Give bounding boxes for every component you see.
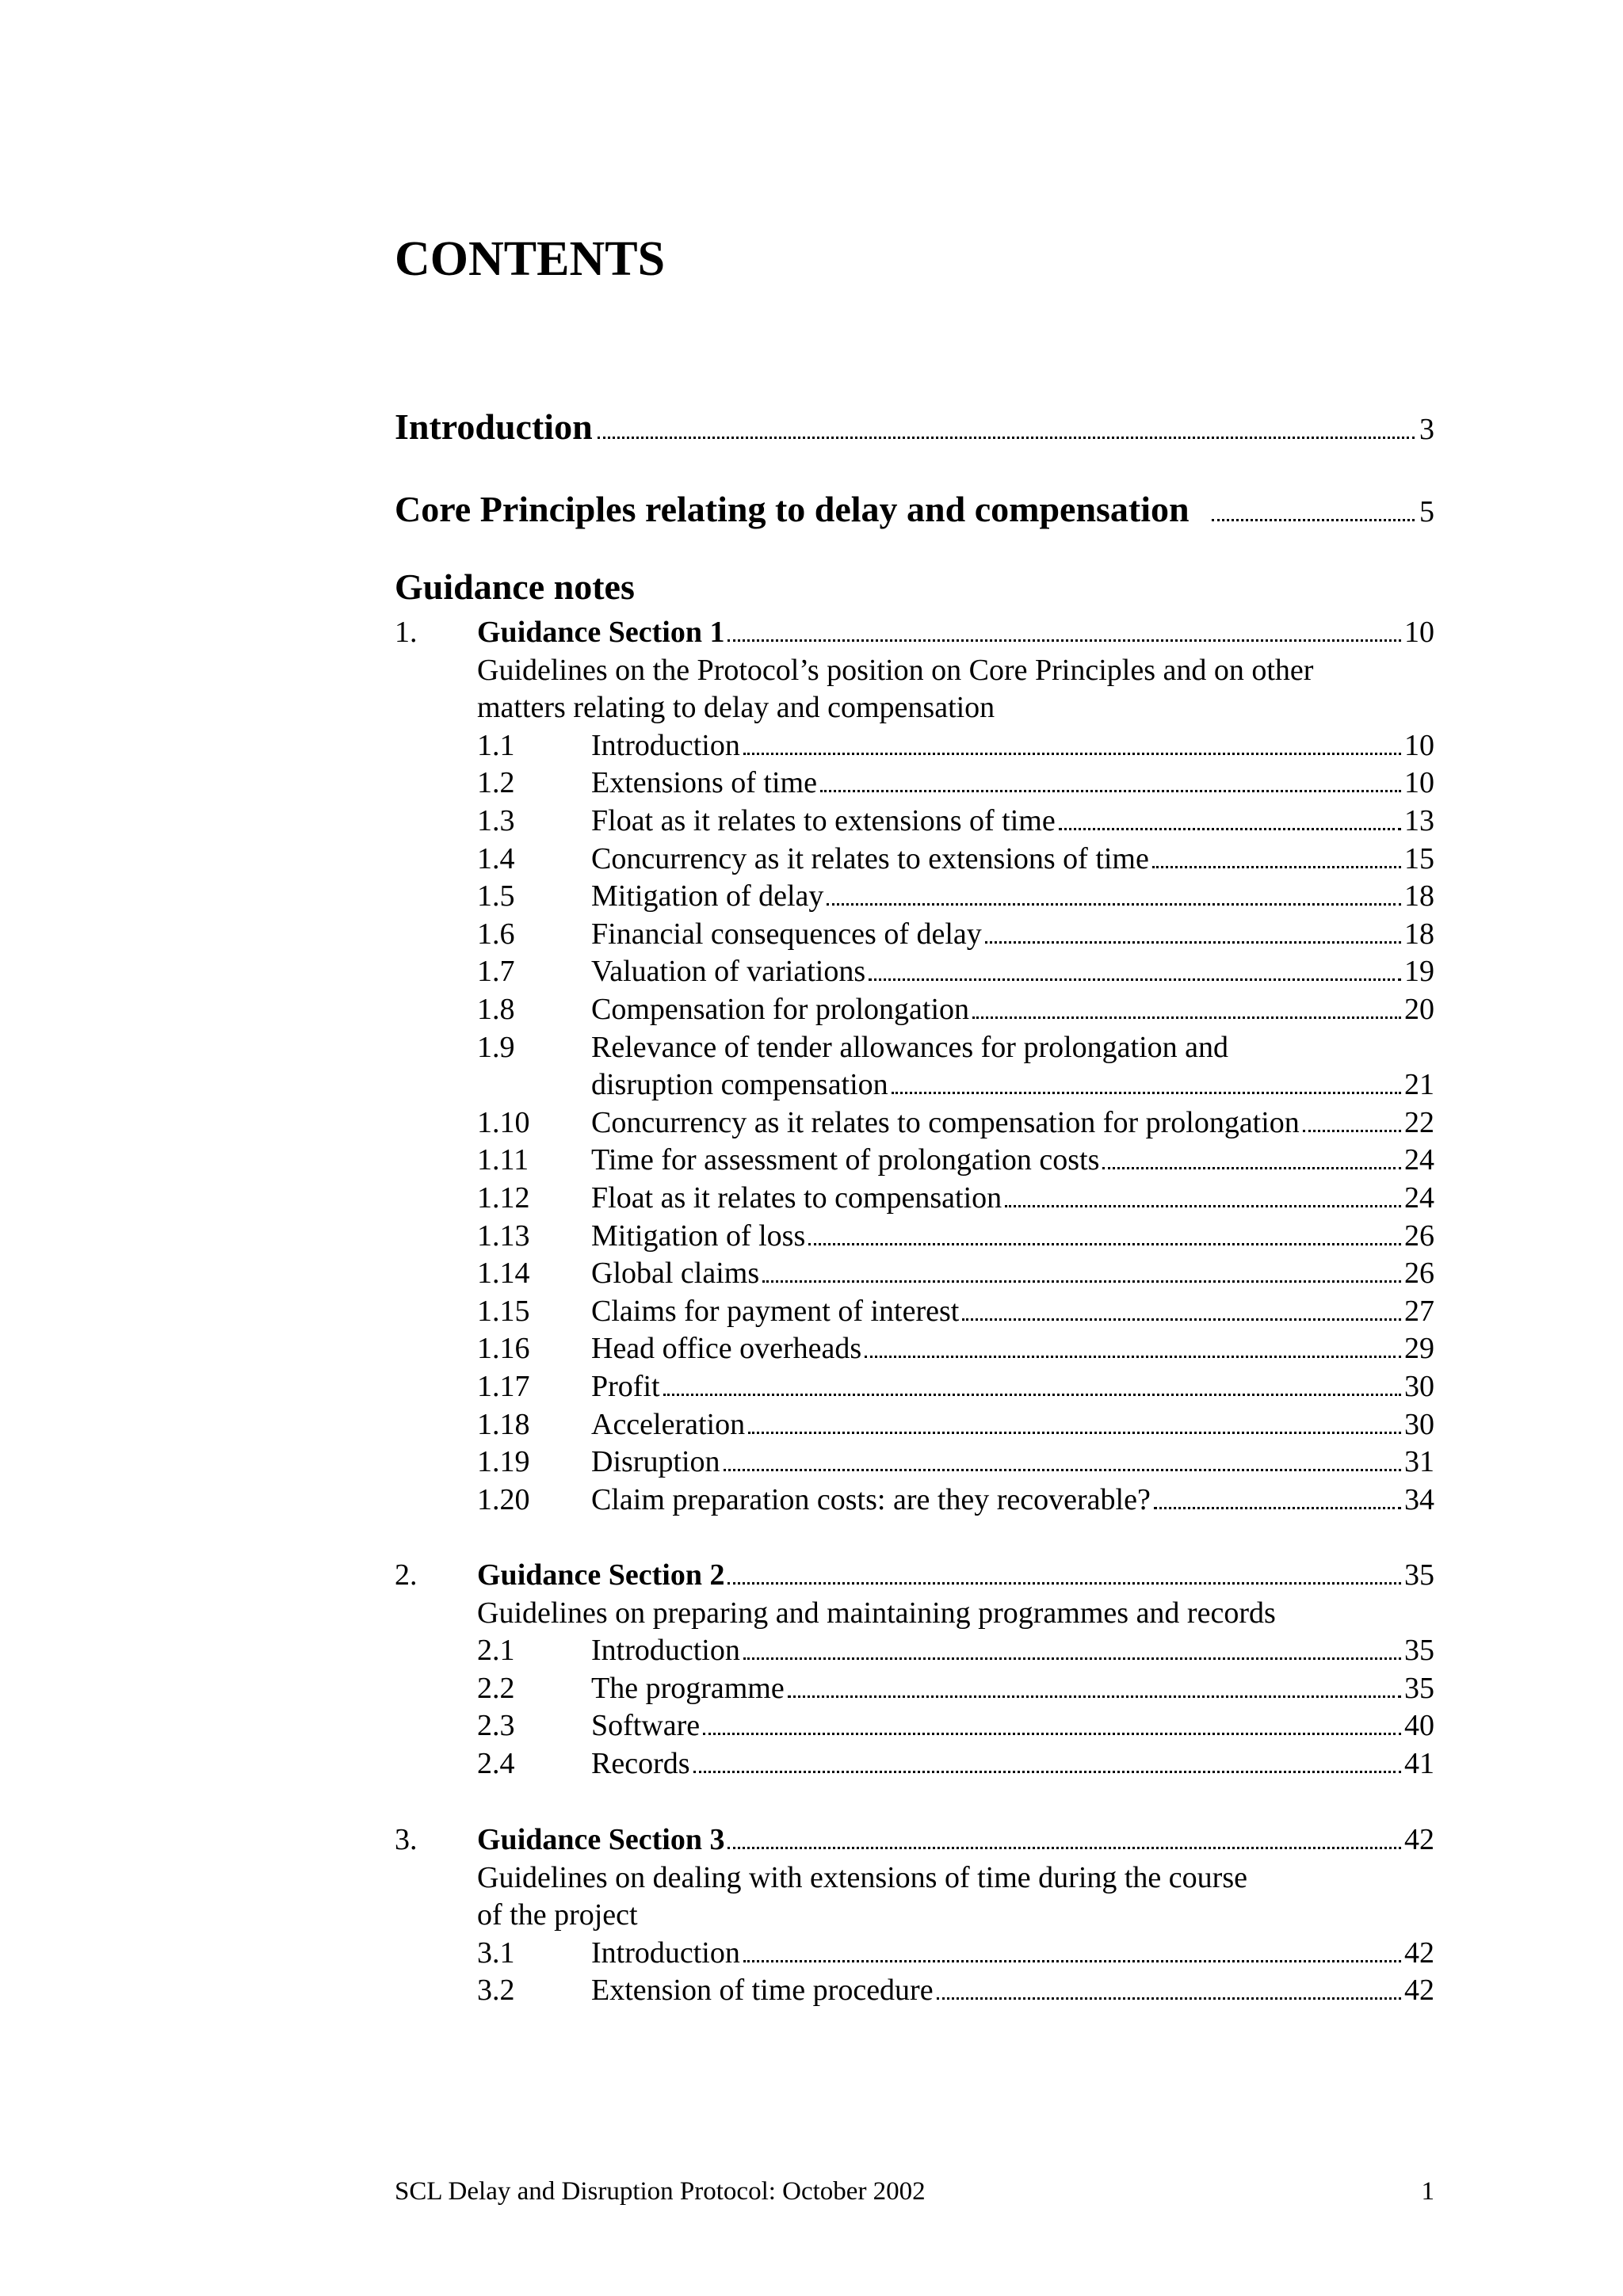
subsection-number: 1.16 bbox=[477, 1332, 530, 1366]
dot-leader bbox=[1102, 1167, 1401, 1169]
toc-entry-label: Disruption bbox=[591, 1445, 720, 1479]
toc-subentry[interactable] bbox=[591, 1217, 1434, 1255]
toc-entry-page: 27 bbox=[1404, 1294, 1434, 1328]
toc-entry-page: 24 bbox=[1404, 1181, 1434, 1215]
section-title-entry[interactable] bbox=[477, 613, 1434, 651]
toc-entry-page: 3 bbox=[1419, 413, 1434, 446]
toc-entry-label: Introduction bbox=[591, 1634, 740, 1668]
section-number: 2. bbox=[395, 1558, 418, 1592]
dot-leader bbox=[703, 1733, 1401, 1735]
toc-subentry[interactable] bbox=[591, 1066, 1434, 1104]
dot-leader bbox=[743, 753, 1401, 755]
dot-leader bbox=[972, 1016, 1401, 1019]
toc-entry-label: Mitigation of delay bbox=[591, 879, 824, 913]
page-title: CONTENTS bbox=[395, 232, 666, 286]
toc-subentry[interactable] bbox=[591, 1292, 1434, 1330]
subsection-number: 1.17 bbox=[477, 1370, 530, 1403]
toc-subentry[interactable] bbox=[591, 1254, 1434, 1292]
toc-entry-page: 10 bbox=[1404, 616, 1434, 649]
section-description: of the project bbox=[477, 1898, 638, 1932]
toc-entry-page: 22 bbox=[1404, 1105, 1434, 1139]
toc-entry-label: Financial consequences of delay bbox=[591, 917, 982, 951]
toc-entry-label: The programme bbox=[591, 1671, 785, 1705]
toc-entry-label: Head office overheads bbox=[591, 1332, 862, 1366]
subsection-number: 1.9 bbox=[477, 1030, 515, 1064]
subsection-number: 2.2 bbox=[477, 1671, 515, 1705]
footer-page-number: 1 bbox=[1421, 2177, 1434, 2206]
subsection-number: 1.13 bbox=[477, 1219, 530, 1253]
toc-entry-page: 19 bbox=[1404, 955, 1434, 989]
toc-subentry[interactable] bbox=[591, 840, 1434, 878]
dot-leader bbox=[762, 1280, 1401, 1283]
toc-entry-page: 30 bbox=[1404, 1407, 1434, 1441]
subsection-number: 3.1 bbox=[477, 1936, 515, 1970]
section-title-entry[interactable] bbox=[477, 1821, 1434, 1859]
toc-subentry[interactable] bbox=[591, 915, 1434, 953]
subsection-number: 1.2 bbox=[477, 766, 515, 800]
toc-entry-page: 13 bbox=[1404, 804, 1434, 837]
subsection-number: 1.1 bbox=[477, 728, 515, 762]
toc-entry-page: 10 bbox=[1404, 766, 1434, 800]
section-description: Guidelines on preparing and maintaining programmes and records bbox=[477, 1596, 1276, 1630]
dot-leader bbox=[1059, 828, 1401, 830]
subsection-number: 3.2 bbox=[477, 1974, 515, 2008]
toc-entry-label: Introduction bbox=[395, 406, 593, 447]
toc-entry-label: Concurrency as it relates to compensation for prolongation bbox=[591, 1105, 1300, 1139]
toc-entry-label: Float as it relates to extensions of time bbox=[591, 804, 1056, 837]
toc-entry-label: Compensation for prolongation bbox=[591, 993, 970, 1026]
toc-entry-label: Software bbox=[591, 1709, 701, 1743]
dot-leader bbox=[727, 1847, 1401, 1849]
toc-entry-page: 29 bbox=[1404, 1332, 1434, 1366]
dot-leader bbox=[727, 639, 1401, 642]
footer-document-title: SCL Delay and Disruption Protocol: October 2002 bbox=[395, 2177, 926, 2206]
toc-subentry[interactable] bbox=[591, 1329, 1434, 1367]
toc-subentry[interactable] bbox=[591, 1971, 1434, 2009]
subsection-number: 1.6 bbox=[477, 917, 515, 951]
toc-entry-label: Concurrency as it relates to extensions of time bbox=[591, 841, 1149, 875]
subsection-number: 1.12 bbox=[477, 1181, 530, 1215]
subsection-number: 2.4 bbox=[477, 1747, 515, 1780]
section-number: 3. bbox=[395, 1823, 418, 1856]
dot-leader bbox=[985, 941, 1401, 944]
toc-entry-label: Extension of time procedure bbox=[591, 1974, 934, 2008]
dot-leader bbox=[865, 1356, 1401, 1358]
toc-entry-core-principles[interactable] bbox=[395, 488, 1434, 530]
toc-entry-label: Guidance Section 3 bbox=[477, 1823, 725, 1856]
subsection-number: 2.1 bbox=[477, 1634, 515, 1668]
toc-subentry[interactable] bbox=[591, 1481, 1434, 1519]
subsection-number: 1.10 bbox=[477, 1105, 530, 1139]
toc-entry-page: 20 bbox=[1404, 993, 1434, 1026]
toc-entry-label: Global claims bbox=[591, 1257, 760, 1291]
dot-leader bbox=[743, 1960, 1401, 1962]
toc-subentry[interactable] bbox=[591, 1745, 1434, 1783]
toc-entry-label: Relevance of tender allowances for prolongation and bbox=[591, 1030, 1229, 1064]
toc-subentry[interactable] bbox=[591, 877, 1434, 915]
subsection-number: 1.4 bbox=[477, 841, 515, 875]
toc-entry-page: 42 bbox=[1404, 1974, 1434, 2008]
subsection-number: 1.3 bbox=[477, 804, 515, 837]
subsection-number: 1.11 bbox=[477, 1143, 529, 1177]
toc-entry-label: Extensions of time bbox=[591, 766, 817, 800]
toc-entry-label: Claims for payment of interest bbox=[591, 1294, 960, 1328]
toc-entry-label: Claim preparation costs: are they recoverable? bbox=[591, 1482, 1151, 1516]
toc-subentry[interactable] bbox=[591, 1179, 1434, 1217]
toc-entry-page: 42 bbox=[1404, 1823, 1434, 1856]
subsection-number: 1.20 bbox=[477, 1482, 530, 1516]
toc-entry-label: Core Principles relating to delay and compensation bbox=[395, 489, 1190, 529]
dot-leader bbox=[1212, 519, 1415, 521]
dot-leader bbox=[962, 1318, 1401, 1321]
section-description: matters relating to delay and compensation bbox=[477, 691, 995, 725]
guidance-notes-heading: Guidance notes bbox=[395, 566, 635, 607]
subsection-number: 1.19 bbox=[477, 1445, 530, 1479]
toc-subentry[interactable] bbox=[591, 1405, 1434, 1444]
dot-leader bbox=[869, 978, 1401, 981]
toc-entry-page: 26 bbox=[1404, 1257, 1434, 1291]
toc-entry-label: Mitigation of loss bbox=[591, 1219, 806, 1253]
page-footer bbox=[395, 2177, 1434, 2206]
toc-subentry[interactable] bbox=[591, 764, 1434, 802]
toc-entry-label: Profit bbox=[591, 1370, 660, 1403]
toc-entry-page: 10 bbox=[1404, 728, 1434, 762]
section-number: 1. bbox=[395, 616, 418, 649]
toc-subentry[interactable] bbox=[591, 990, 1434, 1028]
toc-entry-page: 26 bbox=[1404, 1219, 1434, 1253]
toc-subentry[interactable] bbox=[591, 1669, 1434, 1707]
toc-entry-page: 31 bbox=[1404, 1445, 1434, 1479]
toc-entry-page: 24 bbox=[1404, 1143, 1434, 1177]
dot-leader bbox=[693, 1771, 1401, 1773]
toc-subentry[interactable] bbox=[591, 952, 1434, 990]
dot-leader bbox=[788, 1695, 1401, 1698]
subsection-number: 1.5 bbox=[477, 879, 515, 913]
section-title-entry[interactable] bbox=[477, 1556, 1434, 1594]
section-description: Guidelines on dealing with extensions of time during the course bbox=[477, 1860, 1247, 1894]
toc-entry-label: Records bbox=[591, 1747, 690, 1780]
subsection-number: 2.3 bbox=[477, 1709, 515, 1743]
toc-subentry[interactable] bbox=[591, 1443, 1434, 1481]
toc-subentry[interactable] bbox=[591, 1141, 1434, 1179]
toc-entry-introduction[interactable] bbox=[395, 406, 1434, 448]
dot-leader bbox=[820, 790, 1401, 792]
toc-entry-page: 40 bbox=[1404, 1709, 1434, 1743]
toc-entry-page: 5 bbox=[1419, 495, 1434, 528]
toc-entry-page: 34 bbox=[1404, 1482, 1434, 1516]
toc-subentry[interactable] bbox=[591, 1104, 1434, 1142]
dot-leader bbox=[743, 1657, 1401, 1660]
toc-entry-page: 15 bbox=[1404, 841, 1434, 875]
toc-entry-page: 18 bbox=[1404, 879, 1434, 913]
dot-leader bbox=[598, 437, 1415, 439]
subsection-number: 1.7 bbox=[477, 955, 515, 989]
toc-entry-page: 30 bbox=[1404, 1370, 1434, 1403]
toc-entry-label: Introduction bbox=[591, 1936, 740, 1970]
toc-entry-page: 35 bbox=[1404, 1558, 1434, 1592]
toc-subentry[interactable] bbox=[591, 802, 1434, 840]
dot-leader bbox=[724, 1469, 1401, 1471]
toc-entry-page: 21 bbox=[1404, 1068, 1434, 1102]
toc-entry-label: Time for assessment of prolongation costs bbox=[591, 1143, 1100, 1177]
section-description: Guidelines on the Protocol’s position on Core Principles and on other bbox=[477, 653, 1314, 687]
toc-subentry[interactable] bbox=[591, 727, 1434, 765]
toc-entry-page: 42 bbox=[1404, 1936, 1434, 1970]
dot-leader bbox=[1005, 1205, 1401, 1207]
subsection-number: 1.18 bbox=[477, 1407, 530, 1441]
toc-entry-label: Valuation of variations bbox=[591, 955, 866, 989]
toc-subentry[interactable] bbox=[591, 1367, 1434, 1405]
dot-leader bbox=[1154, 1507, 1401, 1509]
toc-entry-page: 41 bbox=[1404, 1747, 1434, 1780]
toc-subentry[interactable] bbox=[591, 1631, 1434, 1669]
toc-entry-label: Guidance Section 2 bbox=[477, 1558, 725, 1592]
subsection-number: 1.8 bbox=[477, 993, 515, 1026]
toc-entry-page: 35 bbox=[1404, 1634, 1434, 1668]
toc-entry-label: Acceleration bbox=[591, 1407, 746, 1441]
dot-leader bbox=[1303, 1130, 1401, 1132]
dot-leader bbox=[1152, 866, 1401, 868]
dot-leader bbox=[808, 1243, 1401, 1245]
toc-entry-label: Guidance Section 1 bbox=[477, 616, 725, 649]
dot-leader bbox=[748, 1432, 1401, 1434]
dot-leader bbox=[937, 1997, 1401, 2000]
toc-subentry[interactable] bbox=[591, 1707, 1434, 1745]
toc-entry-label: disruption compensation bbox=[591, 1068, 888, 1102]
dot-leader bbox=[663, 1394, 1401, 1396]
dot-leader bbox=[827, 903, 1401, 906]
toc-entry-page: 35 bbox=[1404, 1671, 1434, 1705]
toc-entry-page: 18 bbox=[1404, 917, 1434, 951]
dot-leader bbox=[727, 1582, 1401, 1585]
subsection-number: 1.14 bbox=[477, 1257, 530, 1291]
toc-subentry[interactable] bbox=[591, 1934, 1434, 1972]
toc-entry-label: Introduction bbox=[591, 728, 740, 762]
dot-leader bbox=[892, 1092, 1401, 1094]
subsection-number: 1.15 bbox=[477, 1294, 530, 1328]
toc-entry-label: Float as it relates to compensation bbox=[591, 1181, 1002, 1215]
